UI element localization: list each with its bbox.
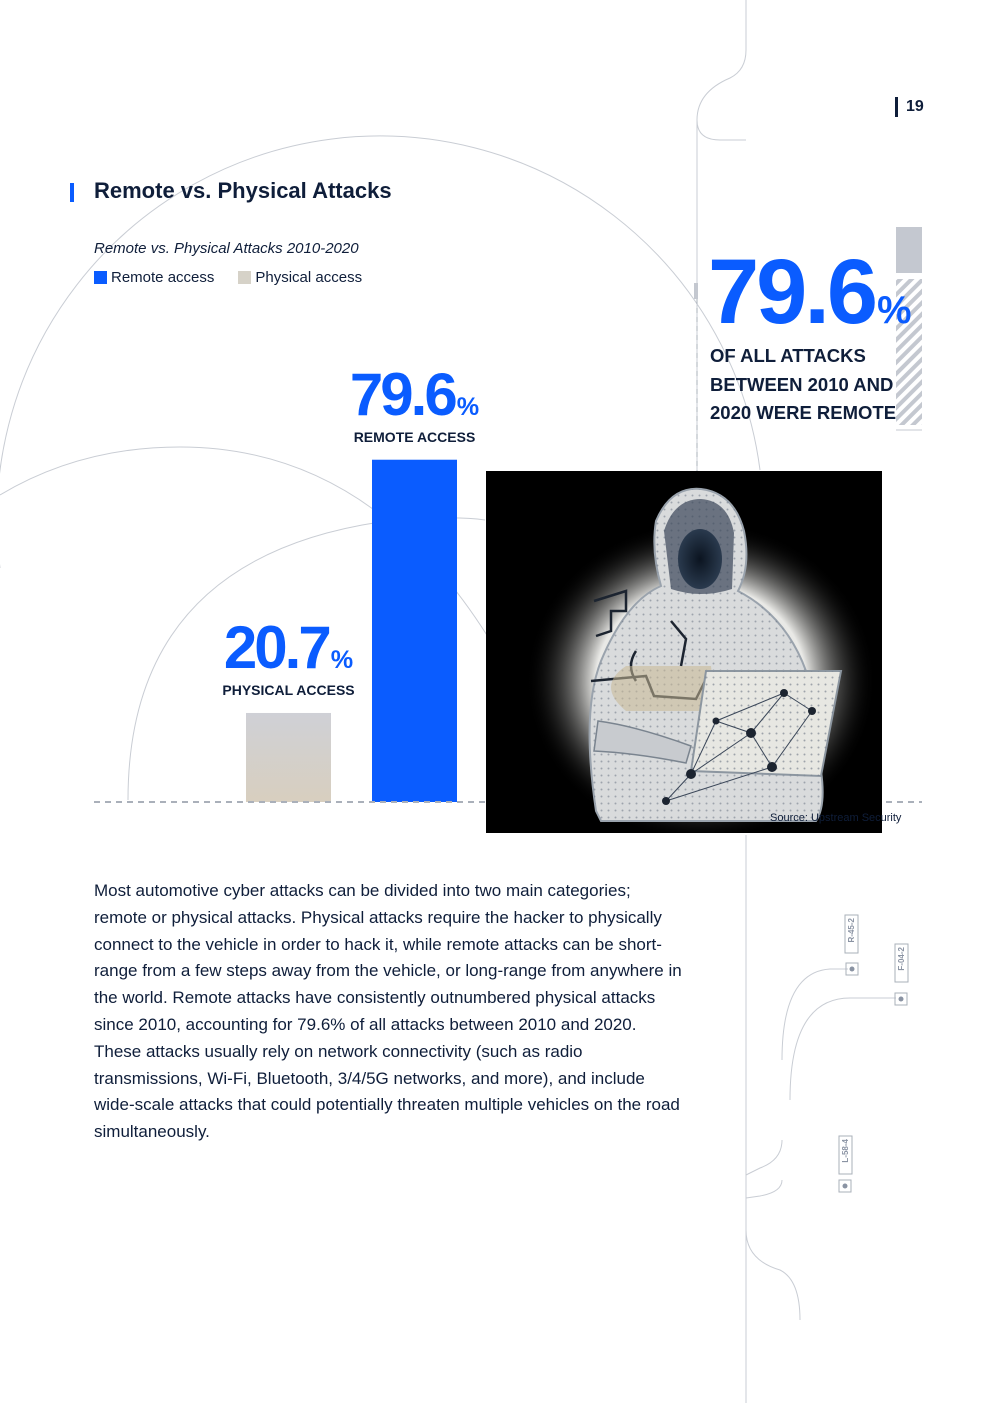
callout-line: OF ALL ATTACKS [710, 345, 866, 366]
value-group-remote [335, 360, 495, 445]
legend-label-remote: Remote access [111, 269, 215, 286]
tag-label: F-04-2 [897, 947, 906, 971]
section-title: Remote vs. Physical Attacks [94, 178, 392, 203]
body-paragraph: Most automotive cyber attacks can be divided into two main categories; remote or physical attacks. Physical attacks require the hacker to physically connect to the vehicle in order to hack it, while remote attacks can be short-range from a few steps away from the vehicle, or long-range from anywhere in the world. Remote attacks have consistently outnumbered physical attacks since 2010, accounting for 79.6% of all attacks between 2010 and 2020. These attacks usually rely on network connectivity (such as radio transmissions, Wi-Fi, Bluetooth, 3/4/5G networks, and more), and include wide-scale attacks that could potentially threaten multiple vehicles on the road simultaneously. [94, 881, 682, 1142]
hacker-photo [486, 471, 882, 833]
bar-physical-access [246, 713, 331, 802]
bar-label-remote: REMOTE ACCESS [353, 428, 476, 445]
callout-line: 2020 WERE REMOTE [710, 402, 897, 423]
chart-source: Source: Upstream Security [770, 812, 902, 824]
chart-title: Remote vs. Physical Attacks 2010-2020 [94, 240, 359, 257]
value-label-physical: 20.7% [223, 613, 354, 681]
callout-text [710, 342, 896, 428]
hacker-illustration [486, 471, 882, 833]
callout-line: BETWEEN 2010 AND [710, 373, 894, 395]
tag-label: L-58-4 [841, 1139, 850, 1163]
tag-label: R-45-2 [847, 918, 856, 943]
bar-label-physical: PHYSICAL ACCESS [222, 681, 355, 698]
value-label-remote: 79.6% [349, 360, 480, 428]
bar-remote-access [372, 460, 457, 802]
legend-label-physical: Physical access [255, 269, 363, 286]
page-number: 19 [895, 97, 924, 117]
value-group-physical [209, 613, 369, 698]
callout-value: 79.6% [708, 241, 912, 343]
